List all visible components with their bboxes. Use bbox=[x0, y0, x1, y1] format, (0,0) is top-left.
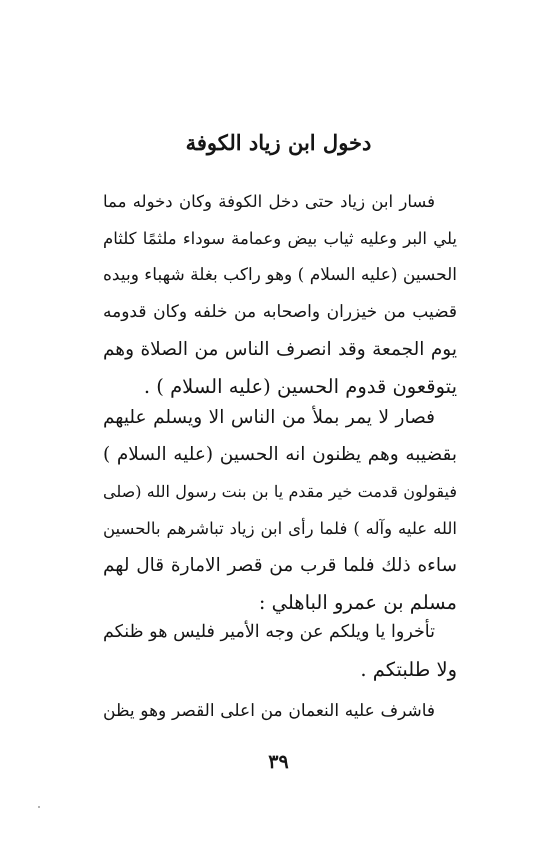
scan-speck bbox=[38, 806, 40, 808]
chapter-title: دخول ابن زياد الكوفة bbox=[185, 130, 372, 155]
page-number: ٣٩ bbox=[268, 751, 289, 773]
text-line: فصار لا يمر بملأ من الناس الا ويسلم عليهم bbox=[103, 407, 435, 428]
text-line: بقضيبه وهم يظنون انه الحسين (عليه السلام ) bbox=[103, 444, 457, 465]
paragraph-4 bbox=[103, 693, 457, 730]
paragraph-3 bbox=[103, 614, 457, 688]
text-line: فاشرف عليه النعمان من اعلى القصر وهو يظن bbox=[103, 701, 435, 721]
text-line: الله عليه وآله ) فلما رأى ابن زياد تباشرهم بالحسين bbox=[103, 519, 457, 538]
text-line: ساءه ذلك فلما قرب من قصر الامارة قال لهم bbox=[103, 555, 457, 576]
text-line: يتوقعون قدوم الحسين (عليه السلام ) . bbox=[143, 375, 457, 398]
text-line: ولا طلبتكم . bbox=[360, 658, 457, 681]
text-line: الحسين (عليه السلام ) وهو راكب بغلة شهباء وبيده bbox=[103, 265, 457, 285]
text-line: يوم الجمعة وقد انصرف الناس من الصلاة وهم bbox=[103, 339, 457, 360]
text-line: يلي البر وعليه ثياب بيض وعمامة سوداء ملثمًا كلثام bbox=[103, 229, 457, 248]
text-line: مسلم بن عمرو الباهلي : bbox=[258, 591, 457, 614]
text-line: فسار ابن زياد حتى دخل الكوفة وكان دخوله مما bbox=[103, 192, 435, 211]
paragraph-1 bbox=[103, 183, 457, 405]
text-line: تأخروا يا ويلكم عن وجه الأمير فليس هو ظنكم bbox=[103, 622, 435, 642]
paragraph-2 bbox=[103, 399, 457, 621]
text-line: فيقولون قدمت خير مقدم يا بن بنت رسول الله (صلى bbox=[103, 482, 457, 501]
text-line: قضيب من خيزران واصحابه من خلفه وكان قدومه bbox=[103, 302, 457, 322]
